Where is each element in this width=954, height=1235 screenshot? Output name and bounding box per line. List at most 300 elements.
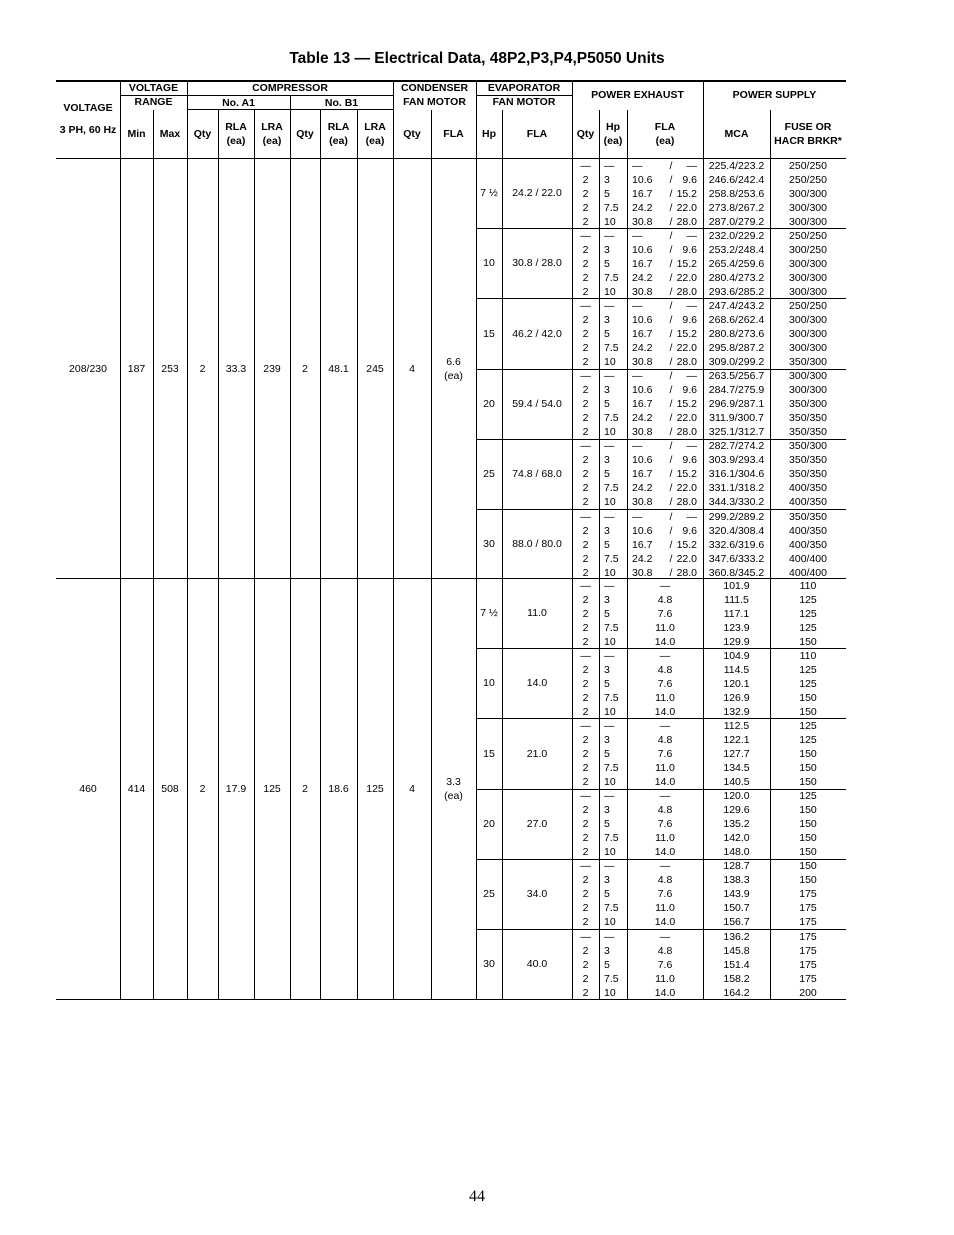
mca-value: 136.2 — [723, 930, 750, 943]
pe-qty-value: — — [580, 579, 591, 592]
pe-fla-value: — — [686, 229, 697, 242]
fuse-value: 150 — [799, 747, 817, 760]
pe-hp-value: — — [604, 719, 615, 732]
pe-fla-separator: / — [669, 271, 673, 284]
header-max: Max — [159, 128, 181, 140]
pe-fla-value: 4.8 — [657, 874, 673, 887]
pe-qty-value: 2 — [582, 327, 589, 340]
header-cond-fla: FLA — [443, 128, 464, 140]
pe-fla-separator: / — [669, 257, 673, 270]
fuse-value: 400/350 — [789, 538, 827, 551]
pe-qty-value: 2 — [582, 888, 589, 901]
pe-fla-value: 30.8 — [632, 285, 653, 298]
fuse-value: 250/250 — [789, 159, 827, 172]
evap-hp-cell: 20 — [483, 397, 495, 410]
mca-value: 293.6/285.2 — [708, 285, 765, 298]
pe-hp-value: 5 — [604, 747, 610, 760]
page-number: 44 — [469, 1188, 485, 1205]
a1-rla-cell: 33.3 — [225, 362, 247, 375]
mca-value: 158.2 — [723, 972, 750, 985]
pe-hp-value: — — [604, 299, 615, 312]
voltage-cell: 208/230 — [69, 362, 107, 375]
fuse-value: 125 — [799, 677, 817, 690]
header-pe-fla: FLA (ea) — [654, 121, 676, 147]
pe-fla-value: 15.2 — [676, 187, 697, 200]
grid-line — [290, 95, 291, 999]
pe-hp-value: 5 — [604, 327, 610, 340]
pe-fla-value: 14.0 — [654, 635, 676, 648]
header-evaporator: EVAPORATOR FAN MOTOR — [487, 82, 561, 108]
fuse-value: 150 — [799, 761, 817, 774]
pe-fla-value: 14.0 — [654, 916, 676, 929]
grid-line — [153, 110, 154, 999]
header-voltage-sub: 3 PH, 60 Hz — [59, 124, 117, 136]
evap-fla-cell: 34.0 — [526, 887, 548, 900]
pe-hp-value: 10 — [604, 635, 616, 648]
header-voltage-range: VOLTAGE RANGE — [128, 82, 179, 108]
pe-fla-separator: / — [669, 510, 673, 523]
min-cell: 414 — [127, 782, 146, 795]
header-b1-qty: Qty — [296, 128, 314, 140]
mca-value: 331.1/318.2 — [708, 482, 765, 495]
pe-fla-value: 28.0 — [676, 426, 697, 439]
pe-fla-value: 22.0 — [676, 412, 697, 425]
mca-value: 232.0/229.2 — [708, 229, 765, 242]
pe-hp-value: 3 — [604, 454, 610, 467]
mca-value: 143.9 — [723, 888, 750, 901]
mca-value: 282.7/274.2 — [708, 440, 765, 453]
pe-fla-value: — — [632, 229, 643, 242]
fuse-value: 300/300 — [789, 384, 827, 397]
grid-line — [357, 110, 358, 999]
mca-value: 128.7 — [723, 860, 750, 873]
pe-fla-value: 10.6 — [632, 173, 653, 186]
a1-lra-cell: 239 — [263, 362, 281, 375]
pe-hp-value: 10 — [604, 705, 616, 718]
pe-hp-value: — — [604, 510, 615, 523]
fuse-value: 400/350 — [789, 524, 827, 537]
pe-fla-separator: / — [669, 355, 673, 368]
pe-fla-value: 22.0 — [676, 271, 697, 284]
fuse-value: 300/300 — [789, 187, 827, 200]
header-a1-lra: LRA (ea) — [261, 121, 283, 147]
pe-hp-value: 5 — [604, 398, 610, 411]
pe-fla-separator: / — [669, 454, 673, 467]
pe-fla-value: — — [686, 159, 697, 172]
pe-fla-separator: / — [669, 566, 673, 579]
grid-line — [120, 80, 121, 999]
pe-qty-value: 2 — [582, 313, 589, 326]
pe-hp-value: — — [604, 229, 615, 242]
pe-fla-separator: / — [669, 327, 673, 340]
pe-fla-value: 16.7 — [632, 398, 653, 411]
fuse-value: 150 — [799, 635, 817, 648]
pe-hp-value: — — [604, 649, 615, 662]
pe-qty-value: 2 — [582, 747, 589, 760]
evap-hp-cell: 30 — [483, 538, 495, 551]
mca-value: 148.0 — [723, 846, 750, 859]
evap-fla-cell: 21.0 — [526, 747, 548, 760]
header-mca: MCA — [724, 128, 749, 140]
pe-fla-value: 4.8 — [657, 944, 673, 957]
fuse-value: 400/350 — [789, 482, 827, 495]
header-cond-qty: Qty — [403, 128, 421, 140]
mca-value: 296.9/287.1 — [708, 398, 765, 411]
pe-hp-value: 5 — [604, 468, 610, 481]
evap-hp-cell: 20 — [483, 817, 495, 830]
header-power-exhaust: POWER EXHAUST — [591, 89, 684, 101]
fuse-value: 300/250 — [789, 243, 827, 256]
pe-qty-value: 2 — [582, 257, 589, 270]
mca-value: 142.0 — [723, 832, 750, 845]
pe-hp-value: — — [604, 370, 615, 383]
pe-hp-value: 7.5 — [604, 761, 619, 774]
mca-value: 156.7 — [723, 916, 750, 929]
pe-fla-value: — — [632, 159, 643, 172]
pe-qty-value: 2 — [582, 705, 589, 718]
max-cell: 253 — [161, 362, 179, 375]
pe-fla-value: — — [686, 370, 697, 383]
header-voltage: VOLTAGE — [63, 102, 113, 114]
pe-fla-value: 9.6 — [682, 243, 697, 256]
header-pe-hp: Hp (ea) — [603, 121, 623, 147]
fuse-value: 125 — [799, 663, 817, 676]
header-a1-qty: Qty — [193, 128, 212, 140]
pe-qty-value: 2 — [582, 271, 589, 284]
pe-hp-value: — — [604, 790, 615, 803]
pe-qty-value: 2 — [582, 874, 589, 887]
fuse-value: 300/300 — [789, 285, 827, 298]
pe-hp-value: 10 — [604, 775, 616, 788]
mca-value: 284.7/275.9 — [708, 384, 765, 397]
grid-line — [254, 110, 255, 999]
mca-value: 129.9 — [723, 635, 750, 648]
pe-fla-value: 15.2 — [676, 538, 697, 551]
pe-hp-value: 10 — [604, 215, 616, 228]
pe-hp-value: 10 — [604, 986, 616, 999]
pe-fla-value: 9.6 — [682, 524, 697, 537]
pe-qty-value: — — [580, 440, 591, 453]
pe-fla-separator: / — [669, 412, 673, 425]
pe-fla-value: 30.8 — [632, 566, 653, 579]
pe-qty-value: 2 — [582, 454, 589, 467]
pe-fla-value: — — [686, 440, 697, 453]
pe-fla-value: 11.0 — [655, 621, 675, 634]
pe-fla-value: 4.8 — [657, 663, 673, 676]
mca-value: 135.2 — [723, 818, 750, 831]
pe-qty-value: 2 — [582, 285, 589, 298]
pe-fla-value: 7.6 — [657, 818, 673, 831]
header-b1-rla: RLA (ea) — [327, 121, 350, 147]
pe-hp-value: 10 — [604, 426, 616, 439]
pe-hp-value: — — [604, 440, 615, 453]
mca-value: 258.8/253.6 — [708, 187, 765, 200]
pe-fla-value: — — [659, 579, 671, 592]
pe-hp-value: 5 — [604, 818, 610, 831]
pe-hp-value: 3 — [604, 874, 610, 887]
pe-fla-value: 14.0 — [654, 986, 676, 999]
evap-fla-cell: 11.0 — [527, 607, 547, 620]
a1-rla-cell: 17.9 — [225, 782, 247, 795]
pe-fla-value: 16.7 — [632, 538, 653, 551]
header-min: Min — [127, 128, 146, 140]
pe-fla-value: 24.2 — [632, 412, 653, 425]
mca-value: 347.6/333.2 — [708, 552, 765, 565]
pe-qty-value: 2 — [582, 902, 589, 915]
pe-hp-value: 3 — [604, 593, 610, 606]
pe-hp-value: 10 — [604, 566, 616, 579]
mca-value: 360.8/345.2 — [708, 566, 765, 579]
pe-hp-value: — — [604, 860, 615, 873]
mca-value: 140.5 — [723, 775, 750, 788]
fuse-value: 350/350 — [789, 468, 827, 481]
mca-value: 151.4 — [723, 958, 750, 971]
pe-fla-value: 4.8 — [657, 804, 673, 817]
pe-fla-value: 15.2 — [676, 468, 697, 481]
pe-hp-value: 7.5 — [604, 271, 619, 284]
mca-value: 332.6/319.6 — [708, 538, 765, 551]
evap-hp-cell: 15 — [483, 327, 495, 340]
pe-qty-value: 2 — [582, 691, 589, 704]
mca-value: 287.0/279.2 — [708, 215, 765, 228]
evap-hp-cell: 10 — [483, 257, 495, 270]
fuse-value: 175 — [799, 930, 817, 943]
pe-qty-value: 2 — [582, 818, 589, 831]
mca-value: 120.1 — [723, 677, 750, 690]
pe-fla-value: 14.0 — [654, 846, 676, 859]
pe-qty-value: 2 — [582, 426, 589, 439]
pe-hp-value: 3 — [604, 524, 610, 537]
header-condenser: CONDENSER FAN MOTOR — [400, 82, 469, 108]
evap-fla-cell: 88.0 / 80.0 — [512, 538, 562, 551]
pe-qty-value: 2 — [582, 384, 589, 397]
pe-hp-value: 7.5 — [604, 902, 619, 915]
fuse-value: 125 — [799, 733, 817, 746]
header-no-a1: No. A1 — [222, 96, 255, 109]
pe-fla-value: 14.0 — [654, 705, 676, 718]
evap-fla-cell: 46.2 / 42.0 — [512, 327, 562, 340]
pe-qty-value: 2 — [582, 846, 589, 859]
fuse-value: 400/350 — [789, 496, 827, 509]
pe-hp-value: 5 — [604, 187, 610, 200]
pe-hp-value: 3 — [604, 733, 610, 746]
pe-fla-value: 11.0 — [655, 972, 675, 985]
pe-hp-value: 7.5 — [604, 201, 619, 214]
pe-qty-value: 2 — [582, 355, 589, 368]
pe-hp-value: 10 — [604, 496, 616, 509]
fuse-value: 150 — [799, 804, 817, 817]
fuse-value: 300/300 — [789, 271, 827, 284]
pe-qty-value: 2 — [582, 775, 589, 788]
evap-hp-cell: 7 ½ — [480, 187, 498, 200]
fuse-value: 125 — [799, 621, 817, 634]
pe-fla-value: 28.0 — [676, 215, 697, 228]
pe-fla-value: 7.6 — [657, 607, 673, 620]
pe-fla-value: 15.2 — [676, 398, 697, 411]
fuse-value: 350/350 — [789, 510, 827, 523]
header-b1-lra: LRA (ea) — [364, 121, 386, 147]
pe-fla-value: 28.0 — [676, 285, 697, 298]
pe-fla-value: 9.6 — [682, 454, 697, 467]
pe-qty-value: 2 — [582, 832, 589, 845]
header-a1-rla: RLA (ea) — [225, 121, 247, 147]
pe-hp-value: 5 — [604, 538, 610, 551]
pe-fla-value: 9.6 — [682, 173, 697, 186]
pe-hp-value: — — [604, 930, 615, 943]
mca-value: 138.3 — [723, 874, 750, 887]
pe-qty-value: 2 — [582, 733, 589, 746]
pe-fla-value: 7.6 — [657, 958, 673, 971]
mca-value: 225.4/223.2 — [708, 159, 765, 172]
pe-qty-value: — — [580, 370, 591, 383]
mca-value: 150.7 — [723, 902, 750, 915]
pe-qty-value: — — [580, 719, 591, 732]
pe-qty-value: 2 — [582, 663, 589, 676]
mca-value: 120.0 — [723, 790, 750, 803]
pe-qty-value: 2 — [582, 958, 589, 971]
grid-line — [187, 80, 188, 999]
fuse-value: 110 — [799, 579, 817, 592]
pe-qty-value: 2 — [582, 468, 589, 481]
grid-line — [502, 110, 503, 999]
fuse-value: 175 — [799, 972, 817, 985]
pe-fla-value: 10.6 — [632, 243, 653, 256]
fuse-value: 350/300 — [789, 440, 827, 453]
pe-hp-value: 7.5 — [604, 832, 619, 845]
fuse-value: 350/300 — [789, 398, 827, 411]
pe-qty-value: 2 — [582, 341, 589, 354]
mca-value: 104.9 — [723, 649, 750, 662]
evap-hp-cell: 10 — [483, 677, 495, 690]
fuse-value: 150 — [799, 832, 817, 845]
pe-fla-value: — — [659, 860, 671, 873]
mca-value: 246.6/242.4 — [708, 173, 765, 186]
pe-fla-value: 22.0 — [676, 201, 697, 214]
pe-hp-value: 10 — [604, 846, 616, 859]
evap-fla-cell: 40.0 — [526, 958, 548, 971]
pe-fla-value: 10.6 — [632, 454, 653, 467]
pe-fla-value: 24.2 — [632, 482, 653, 495]
grid-line — [599, 110, 600, 999]
b1-qty-cell: 2 — [302, 782, 308, 795]
pe-hp-value: 7.5 — [604, 691, 619, 704]
pe-qty-value: 2 — [582, 986, 589, 999]
pe-fla-value: — — [659, 719, 671, 732]
mca-value: 122.1 — [723, 733, 750, 746]
pe-hp-value: — — [604, 579, 615, 592]
header-pe-qty: Qty — [576, 128, 595, 140]
pe-fla-separator: / — [669, 187, 673, 200]
pe-fla-value: 15.2 — [676, 257, 697, 270]
header-evap-fla: FLA — [526, 128, 548, 140]
table-title: Table 13 — Electrical Data, 48P2,P3,P4,P5050 Units — [289, 50, 665, 67]
pe-hp-value: 3 — [604, 243, 610, 256]
pe-fla-value: 24.2 — [632, 552, 653, 565]
pe-fla-value: 28.0 — [676, 566, 697, 579]
pe-fla-separator: / — [669, 201, 673, 214]
mca-value: 273.8/267.2 — [708, 201, 765, 214]
cond-fla-cell: 6.6 (ea) — [444, 355, 463, 382]
pe-hp-value: 10 — [604, 285, 616, 298]
fuse-value: 250/250 — [789, 173, 827, 186]
fuse-value: 125 — [799, 607, 817, 620]
pe-hp-value: 3 — [604, 173, 610, 186]
pe-qty-value: 2 — [582, 635, 589, 648]
pe-fla-separator: / — [669, 313, 673, 326]
fuse-value: 250/250 — [789, 299, 827, 312]
pe-fla-value: 16.7 — [632, 257, 653, 270]
pe-fla-separator: / — [669, 370, 673, 383]
fuse-value: 300/300 — [789, 201, 827, 214]
a1-qty-cell: 2 — [199, 362, 206, 375]
fuse-value: 175 — [799, 944, 817, 957]
pe-qty-value: — — [580, 229, 591, 242]
pe-hp-value: 7.5 — [604, 972, 619, 985]
pe-fla-value: 14.0 — [654, 775, 676, 788]
fuse-value: 300/300 — [789, 215, 827, 228]
pe-fla-value: — — [686, 510, 697, 523]
pe-fla-value: 16.7 — [632, 468, 653, 481]
pe-qty-value: 2 — [582, 916, 589, 929]
mca-value: 127.7 — [723, 747, 750, 760]
pe-fla-value: 30.8 — [632, 426, 653, 439]
pe-fla-value: — — [632, 510, 643, 523]
pe-fla-separator: / — [669, 524, 673, 537]
evap-fla-cell: 27.0 — [526, 817, 548, 830]
mca-value: 325.1/312.7 — [708, 426, 765, 439]
pe-hp-value: 7.5 — [604, 621, 619, 634]
fuse-value: 175 — [799, 902, 817, 915]
pe-fla-separator: / — [669, 229, 673, 242]
pe-qty-value: — — [580, 510, 591, 523]
pe-qty-value: 2 — [582, 243, 589, 256]
mca-value: 145.8 — [723, 944, 750, 957]
fuse-value: 150 — [799, 846, 817, 859]
pe-qty-value: 2 — [582, 621, 589, 634]
fuse-value: 350/350 — [789, 412, 827, 425]
header-evap-hp: Hp — [482, 128, 496, 140]
pe-qty-value: 2 — [582, 761, 589, 774]
fuse-value: 150 — [799, 818, 817, 831]
pe-hp-value: — — [604, 159, 615, 172]
pe-qty-value: 2 — [582, 804, 589, 817]
fuse-value: 175 — [799, 916, 817, 929]
mca-value: 295.8/287.2 — [708, 341, 765, 354]
pe-fla-value: 16.7 — [632, 327, 653, 340]
a1-qty-cell: 2 — [199, 782, 206, 795]
pe-fla-value: 22.0 — [676, 341, 697, 354]
pe-fla-value: 9.6 — [682, 313, 697, 326]
pe-fla-value: — — [632, 440, 643, 453]
fuse-value: 250/250 — [789, 229, 827, 242]
pe-fla-separator: / — [669, 384, 673, 397]
pe-fla-separator: / — [669, 285, 673, 298]
grid-line — [431, 110, 432, 999]
mca-value: 134.5 — [723, 761, 750, 774]
pe-fla-separator: / — [669, 299, 673, 312]
mca-value: 247.4/243.2 — [708, 299, 765, 312]
pe-qty-value: 2 — [582, 566, 589, 579]
evap-fla-cell: 14.0 — [526, 677, 548, 690]
pe-hp-value: 3 — [604, 804, 610, 817]
pe-hp-value: 5 — [604, 958, 610, 971]
evap-hp-cell: 7 ½ — [480, 607, 498, 620]
pe-fla-value: 7.6 — [657, 747, 673, 760]
fuse-value: 150 — [799, 860, 817, 873]
pe-hp-value: 3 — [604, 313, 610, 326]
grid-line — [320, 110, 321, 999]
mca-value: 268.6/262.4 — [708, 313, 765, 326]
